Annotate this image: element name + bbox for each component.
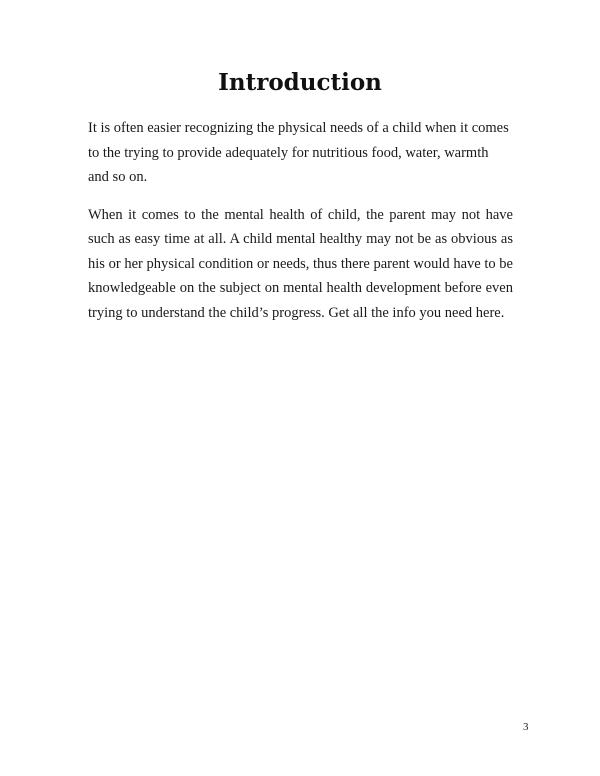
body-text [88, 116, 513, 338]
page-number: 3 [523, 721, 529, 733]
paragraph-2: When it comes to the mental health of child, the parent may not have such as easy time at all. A child mental healthy may not be as obvious as his or her physical condition or needs, thus there parent would have to be knowledgeable on the subject on mental health development before even trying to understand the child’s progress. Get all the info you need here. [88, 206, 513, 321]
page-title: Introduction [218, 69, 382, 96]
paragraph-1: It is often easier recognizing the physical needs of a child when it comes to the trying to provide adequately for nutritious food, water, warmth and so on. [88, 120, 509, 185]
